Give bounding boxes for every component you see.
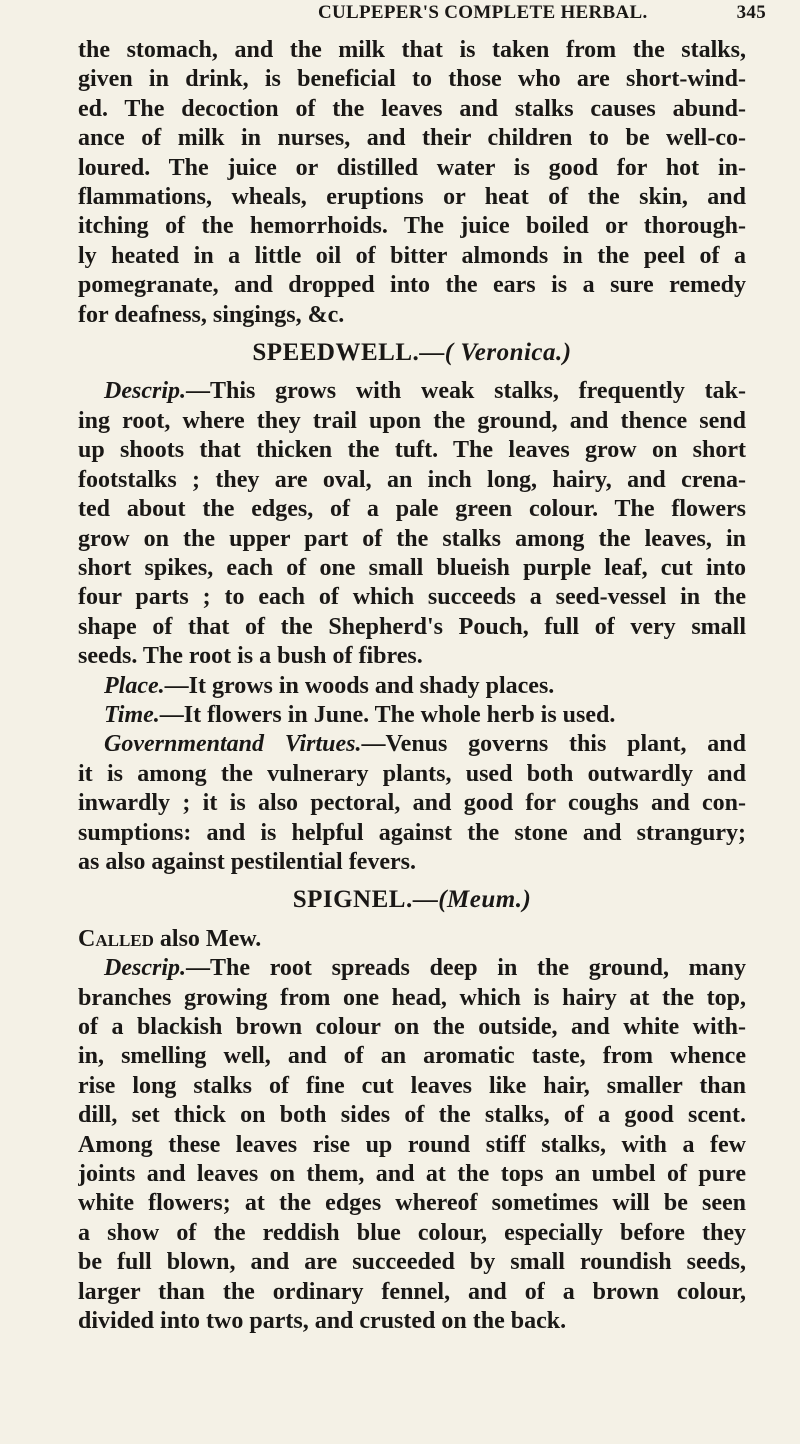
speedwell-heading: [78, 338, 746, 367]
text-line: a show of the reddish blue colour, especially before they: [78, 1219, 746, 1246]
text-line: itching of the hemorrhoids. The juice boiled or thorough-: [78, 213, 746, 240]
spignel-title: SPIGNEL.—: [292, 886, 439, 914]
text-line: divided into two parts, and crusted on the back.: [78, 1308, 567, 1335]
text-line: as also against pestilential fevers.: [78, 848, 416, 875]
text-line: the stomach, and the milk that is taken from the stalks,: [78, 37, 746, 63]
text-line: for deafness, singings, &c.: [78, 301, 345, 328]
text-line: dill, set thick on both sides of the stalks, of a good scent.: [78, 1102, 746, 1129]
text-line: be full blown, and are succeeded by small roundish seeds,: [78, 1249, 746, 1276]
text-line: short spikes, each of one small blueish purple leaf, cut into: [78, 554, 746, 581]
government-label: Governmentand Virtues.: [104, 731, 362, 758]
text-line: Governmentand Virtues.—Venus governs this plant, and: [104, 731, 746, 758]
text-line: pomegranate, and dropped into the ears is a sure remedy: [78, 272, 746, 299]
text-line: Descrip.—This grows with weak stalks, frequently tak-: [104, 378, 746, 405]
speedwell-latin-name: ( Veronica.): [444, 339, 572, 367]
descrip-label: Descrip.: [104, 378, 186, 405]
text-line: ed. The decoction of the leaves and stalks causes abund-: [78, 95, 746, 122]
time-label: Time.: [104, 701, 160, 728]
text-line: rise long stalks of fine cut leaves like hair, smaller than: [78, 1072, 746, 1099]
text-line: in, smelling well, and of an aromatic taste, from whence: [78, 1043, 746, 1070]
text-line: Among these leaves rise up round stiff stalks, with a few: [78, 1131, 746, 1158]
speedwell-title: SPEEDWELL.—: [252, 339, 445, 367]
intro-paragraph: [78, 36, 746, 330]
text-line: ance of milk in nurses, and their children to be well-co-: [78, 125, 746, 152]
page-number: 345: [736, 2, 766, 23]
text-line: Descrip.—The root spreads deep in the ground, many: [104, 955, 746, 982]
text-line: loured. The juice or distilled water is good for hot in-: [78, 154, 746, 181]
spignel-called: Called also Mew.: [78, 925, 262, 952]
text-line: footstalks ; they are oval, an inch long, hairy, and crena-: [78, 466, 746, 493]
called-label: Called: [78, 925, 154, 952]
spignel-description: [78, 954, 746, 1336]
speedwell-place: Place.—It grows in woods and shady places.: [104, 672, 555, 699]
speedwell-time: Time.—It flowers in June. The whole herb is used.: [104, 701, 616, 728]
running-header: [318, 2, 766, 24]
spignel-latin-name: (Meum.): [438, 886, 532, 914]
text-line: four parts ; to each of which succeeds a seed-vessel in the: [78, 584, 746, 611]
text-line: joints and leaves on them, and at the tops an umbel of pure: [78, 1161, 746, 1188]
text-line: branches growing from one head, which is hairy at the top,: [78, 984, 746, 1011]
text-line: seeds. The root is a bush of fibres.: [78, 643, 423, 670]
text-line: grow on the upper part of the stalks among the leaves, in: [78, 525, 746, 552]
text-line: of a blackish brown colour on the outside, and white with-: [78, 1014, 746, 1040]
text-line: ly heated in a little oil of bitter almonds in the peel of a: [78, 242, 746, 269]
descrip-label: Descrip.: [104, 955, 186, 982]
text-line: it is among the vulnerary plants, used both outwardly and: [78, 760, 746, 787]
speedwell-description: [78, 377, 746, 671]
text-line: flammations, wheals, eruptions or heat of the skin, and: [78, 184, 746, 211]
text-line: sumptions: and is helpful against the stone and strangury;: [78, 819, 746, 846]
place-label: Place.: [104, 672, 165, 699]
text-line: inwardly ; it is also pectoral, and good for coughs and con-: [78, 790, 746, 817]
text-line: larger than the ordinary fennel, and of a brown colour,: [78, 1278, 746, 1305]
text-line: ted about the edges, of a pale green colour. The flowers: [78, 496, 746, 523]
text-line: given in drink, is beneficial to those who are short-wind-: [78, 66, 746, 93]
text-line: shape of that of the Shepherd's Pouch, full of very small: [78, 613, 746, 640]
text-line: white flowers; at the edges whereof sometimes will be seen: [78, 1190, 746, 1217]
text-line: ing root, where they trail upon the ground, and thence send: [78, 407, 746, 434]
spignel-heading: [78, 885, 746, 914]
running-title: CULPEPER'S COMPLETE HERBAL.: [318, 2, 648, 23]
page-body: [78, 36, 746, 1336]
speedwell-government: [78, 730, 746, 877]
text-line: up shoots that thicken the tuft. The leaves grow on short: [78, 437, 746, 464]
